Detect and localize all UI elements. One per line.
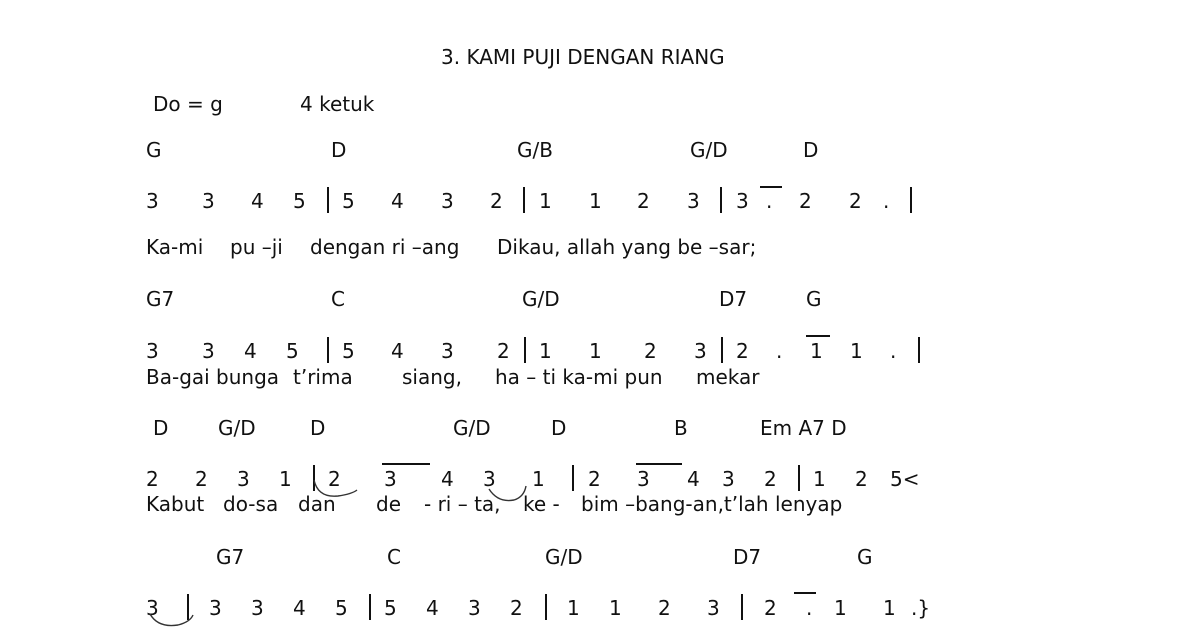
bar-line (720, 187, 722, 213)
bar-line (369, 594, 371, 620)
note: . (890, 339, 897, 363)
beam-line (636, 463, 682, 465)
note: 1 (532, 467, 545, 491)
chord: D7 (733, 545, 762, 569)
note: 1 (813, 467, 826, 491)
note: 2 (490, 189, 503, 213)
note: 2 (658, 596, 671, 620)
note: 2 (497, 339, 510, 363)
lyric: do-sa (223, 492, 279, 516)
chord: G7 (146, 287, 175, 311)
lyric: t’rima (293, 365, 353, 389)
lyric: - ri – ta, (424, 492, 501, 516)
lyric: dengan ri –ang (310, 235, 460, 259)
bar-line (572, 465, 574, 491)
note: 1 (834, 596, 847, 620)
note: 2 (736, 339, 749, 363)
beam-line (760, 186, 782, 188)
chord: G/D (453, 416, 491, 440)
note: 5 (286, 339, 299, 363)
lyric: mekar (696, 365, 760, 389)
note: 1 (279, 467, 292, 491)
lyric: ke - (523, 492, 560, 516)
beam-line (794, 592, 816, 594)
note: 2 (764, 596, 777, 620)
bar-line (545, 594, 547, 620)
note: 4 (293, 596, 306, 620)
chord: C (387, 545, 401, 569)
note: . (806, 596, 813, 620)
note: 3 (146, 189, 159, 213)
note: 3 (441, 339, 454, 363)
note: 3 (694, 339, 707, 363)
chord: D (331, 138, 347, 162)
note: 3 (202, 189, 215, 213)
note: 2 (510, 596, 523, 620)
note: . (883, 189, 890, 213)
song-title: 3. KAMI PUJI DENGAN RIANG (441, 45, 725, 69)
note: 2 (644, 339, 657, 363)
note: 3 (707, 596, 720, 620)
note: 5 (384, 596, 397, 620)
chord: G/D (690, 138, 728, 162)
note: 4 (426, 596, 439, 620)
note: 3 (209, 596, 222, 620)
note: 2 (855, 467, 868, 491)
note: . (766, 189, 773, 213)
lyric: bim –bang-an,t’lah lenyap (581, 492, 843, 516)
chord: D (153, 416, 169, 440)
chord: D (551, 416, 567, 440)
chord: B (674, 416, 688, 440)
lyric: Ka-mi (146, 235, 204, 259)
note: 2 (799, 189, 812, 213)
chord: G (146, 138, 162, 162)
note: 2 (146, 467, 159, 491)
note: 1 (883, 596, 896, 620)
note: 5 (342, 189, 355, 213)
bar-line (523, 187, 525, 213)
lyric: de (376, 492, 401, 516)
note: 3 (441, 189, 454, 213)
note: 3 (202, 339, 215, 363)
lyric: Kabut (146, 492, 205, 516)
note: 1 (609, 596, 622, 620)
chord: C (331, 287, 345, 311)
note: 1 (539, 339, 552, 363)
lyric: ha – ti ka-mi pun (495, 365, 663, 389)
bar-line (798, 465, 800, 491)
bar-line (313, 465, 315, 491)
note: 1 (589, 339, 602, 363)
bar-line (918, 337, 920, 363)
note: .} (911, 596, 931, 620)
chord: G/D (218, 416, 256, 440)
note: 4 (391, 189, 404, 213)
lyric: Ba-gai bunga (146, 365, 280, 389)
note: 4 (244, 339, 257, 363)
chord: G7 (216, 545, 245, 569)
note: 1 (810, 339, 823, 363)
lyric: Dikau, allah yang be –sar; (497, 235, 757, 259)
chord: D (803, 138, 819, 162)
note: 3 (687, 189, 700, 213)
note: 2 (195, 467, 208, 491)
note: 2 (849, 189, 862, 213)
note: 3 (483, 467, 496, 491)
note: 2 (588, 467, 601, 491)
chord: D (310, 416, 326, 440)
chord: G (806, 287, 822, 311)
lyric: pu –ji (230, 235, 283, 259)
note: 3 (146, 339, 159, 363)
note: 5< (890, 467, 920, 491)
chord: G/D (522, 287, 560, 311)
chord: G/B (517, 138, 553, 162)
chord: D7 (719, 287, 748, 311)
note: 3 (722, 467, 735, 491)
key-signature: Do = g (153, 92, 223, 116)
note: 3 (468, 596, 481, 620)
bar-line (524, 337, 526, 363)
note: 4 (687, 467, 700, 491)
note: 3 (146, 596, 159, 620)
note: 3 (637, 467, 650, 491)
chord: G/D (545, 545, 583, 569)
note: 1 (539, 189, 552, 213)
chord: Em A7 D (760, 416, 847, 440)
chord: G (857, 545, 873, 569)
note: 3 (384, 467, 397, 491)
note: 3 (237, 467, 250, 491)
lyric: siang, (402, 365, 462, 389)
bar-line (741, 594, 743, 620)
note: 3 (736, 189, 749, 213)
bar-line (910, 187, 912, 213)
note: 5 (342, 339, 355, 363)
note: 2 (328, 467, 341, 491)
note: 5 (293, 189, 306, 213)
note: 4 (251, 189, 264, 213)
note: 1 (589, 189, 602, 213)
bar-line (721, 337, 723, 363)
note: 4 (441, 467, 454, 491)
bar-line (187, 594, 189, 620)
note: 3 (251, 596, 264, 620)
bar-line (327, 187, 329, 213)
note: 1 (850, 339, 863, 363)
note: 5 (335, 596, 348, 620)
time-signature: 4 ketuk (300, 92, 375, 116)
note: 2 (764, 467, 777, 491)
note: . (776, 339, 783, 363)
note: 1 (567, 596, 580, 620)
note: 2 (637, 189, 650, 213)
beam-line (382, 463, 430, 465)
lyric: dan (298, 492, 336, 516)
note: 4 (391, 339, 404, 363)
beam-line (806, 335, 830, 337)
bar-line (327, 337, 329, 363)
